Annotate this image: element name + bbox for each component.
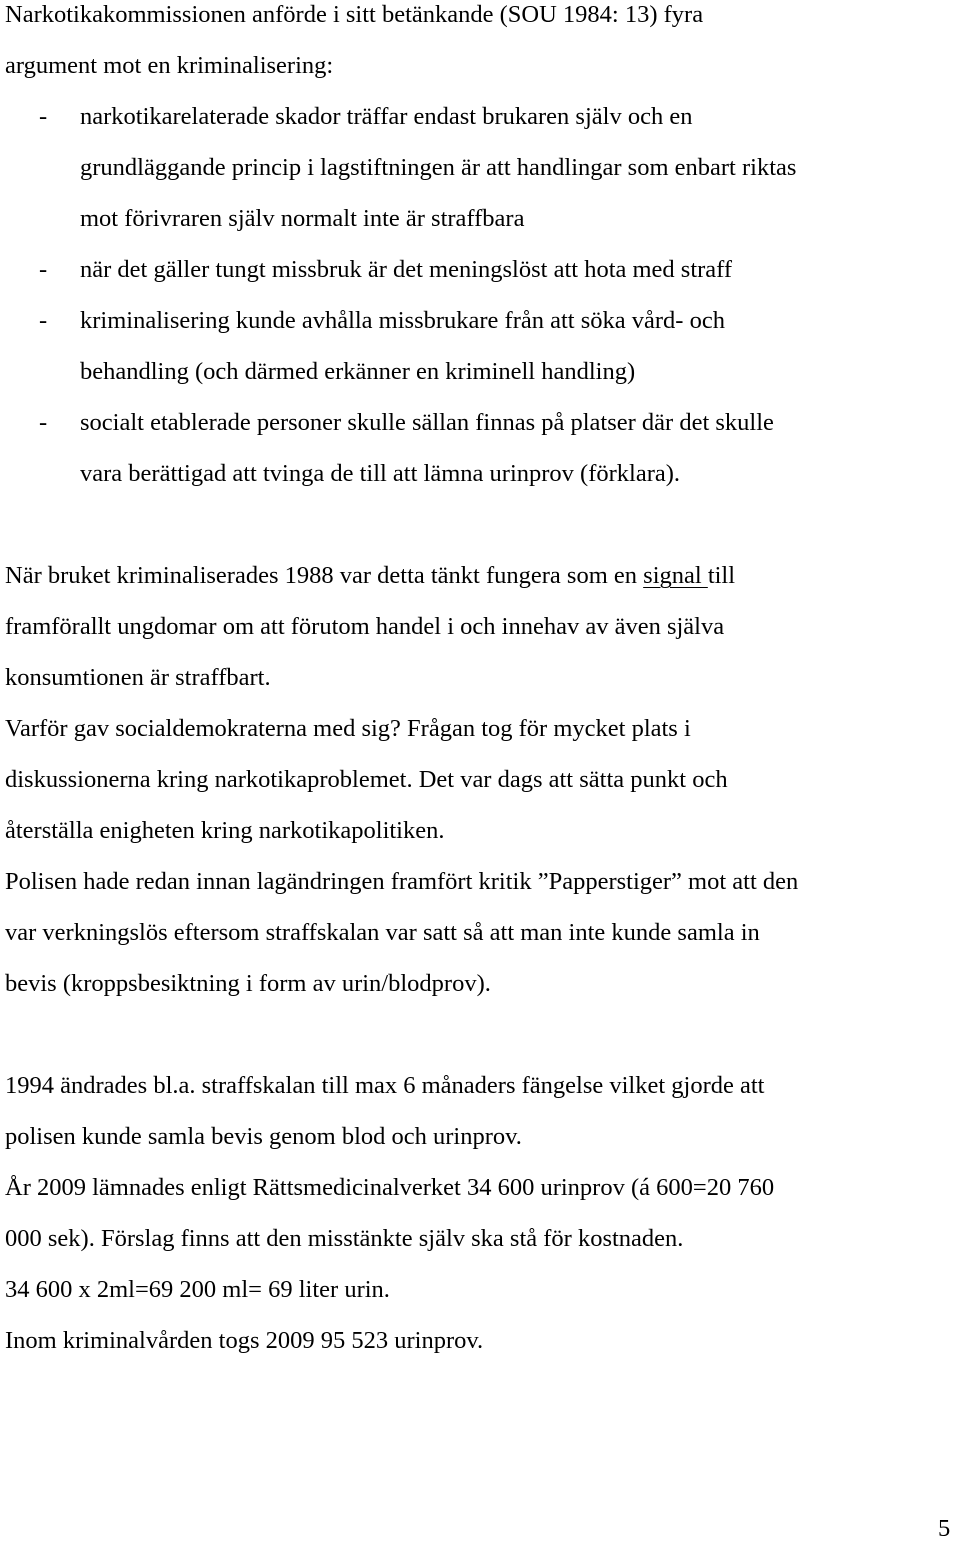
para5-line-4: 000 sek). Förslag finns att den misstänkte själv ska stå för kostnaden. (5, 1225, 684, 1252)
bullet-4-line-2: vara berättigad att tvinga de till att lämna urinprov (förklara). (80, 460, 681, 487)
para2-line-1-start: När bruket kriminaliserades 1988 var detta tänkt fungera som en (5, 562, 644, 589)
bullet-marker-1: - (39, 103, 48, 130)
para3-line-3: återställa enigheten kring narkotikapolitiken. (5, 817, 445, 844)
intro-line-1: Narkotikakommissionen anförde i sitt betänkande (SOU 1984: 13) fyra (5, 1, 704, 28)
para5-line-2: polisen kunde samla bevis genom blod och urinprov. (5, 1123, 522, 1150)
para3-line-1: Varför gav socialdemokraterna med sig? Frågan tog för mycket plats i (5, 715, 691, 742)
bullet-1-line-2: grundläggande princip i lagstiftningen är att handlingar som enbart riktas (80, 154, 797, 181)
para2-line-3: konsumtionen är straffbart. (5, 664, 271, 691)
para5-line-5: 34 600 x 2ml=69 200 ml= 69 liter urin. (5, 1276, 390, 1303)
para2-line-2: framförallt ungdomar om att förutom handel i och innehav av även själva (5, 613, 725, 640)
para2-line-1-end: till (707, 562, 736, 589)
para4-line-1: Polisen hade redan innan lagändringen framfört kritik ”Papperstiger” mot att den (5, 868, 799, 895)
bullet-marker-4: - (39, 409, 48, 436)
para4-line-3: bevis (kroppsbesiktning i form av urin/blodprov). (5, 970, 491, 997)
para2-line-1 (5, 561, 735, 591)
page-number: 5 (938, 1515, 951, 1542)
bullet-marker-3: - (39, 307, 48, 334)
bullet-3-line-2: behandling (och därmed erkänner en kriminell handling) (80, 358, 636, 385)
para3-line-2: diskussionerna kring narkotikaproblemet. Det var dags att sätta punkt och (5, 766, 728, 793)
signal-underlined-word: signal (643, 562, 708, 589)
bullet-1-line-3: mot förivraren själv normalt inte är straffbara (80, 205, 525, 232)
bullet-4-line-1: socialt etablerade personer skulle sällan finnas på platser där det skulle (80, 409, 774, 436)
intro-line-2: argument mot en kriminalisering: (5, 52, 334, 79)
bullet-marker-2: - (39, 256, 48, 283)
para4-line-2: var verkningslös eftersom straffskalan var satt så att man inte kunde samla in (5, 919, 760, 946)
bullet-1-line-1: narkotikarelaterade skador träffar endast brukaren själv och en (80, 103, 693, 130)
para5-line-6: Inom kriminalvården togs 2009 95 523 urinprov. (5, 1327, 484, 1354)
bullet-3-line-1: kriminalisering kunde avhålla missbrukare från att söka vård- och (80, 307, 725, 334)
bullet-2-line-1: när det gäller tungt missbruk är det meningslöst att hota med straff (80, 256, 733, 283)
para5-line-1: 1994 ändrades bl.a. straffskalan till max 6 månaders fängelse vilket gjorde att (5, 1072, 765, 1099)
para5-line-3: År 2009 lämnades enligt Rättsmedicinalverket 34 600 urinprov (á 600=20 760 (5, 1174, 775, 1201)
